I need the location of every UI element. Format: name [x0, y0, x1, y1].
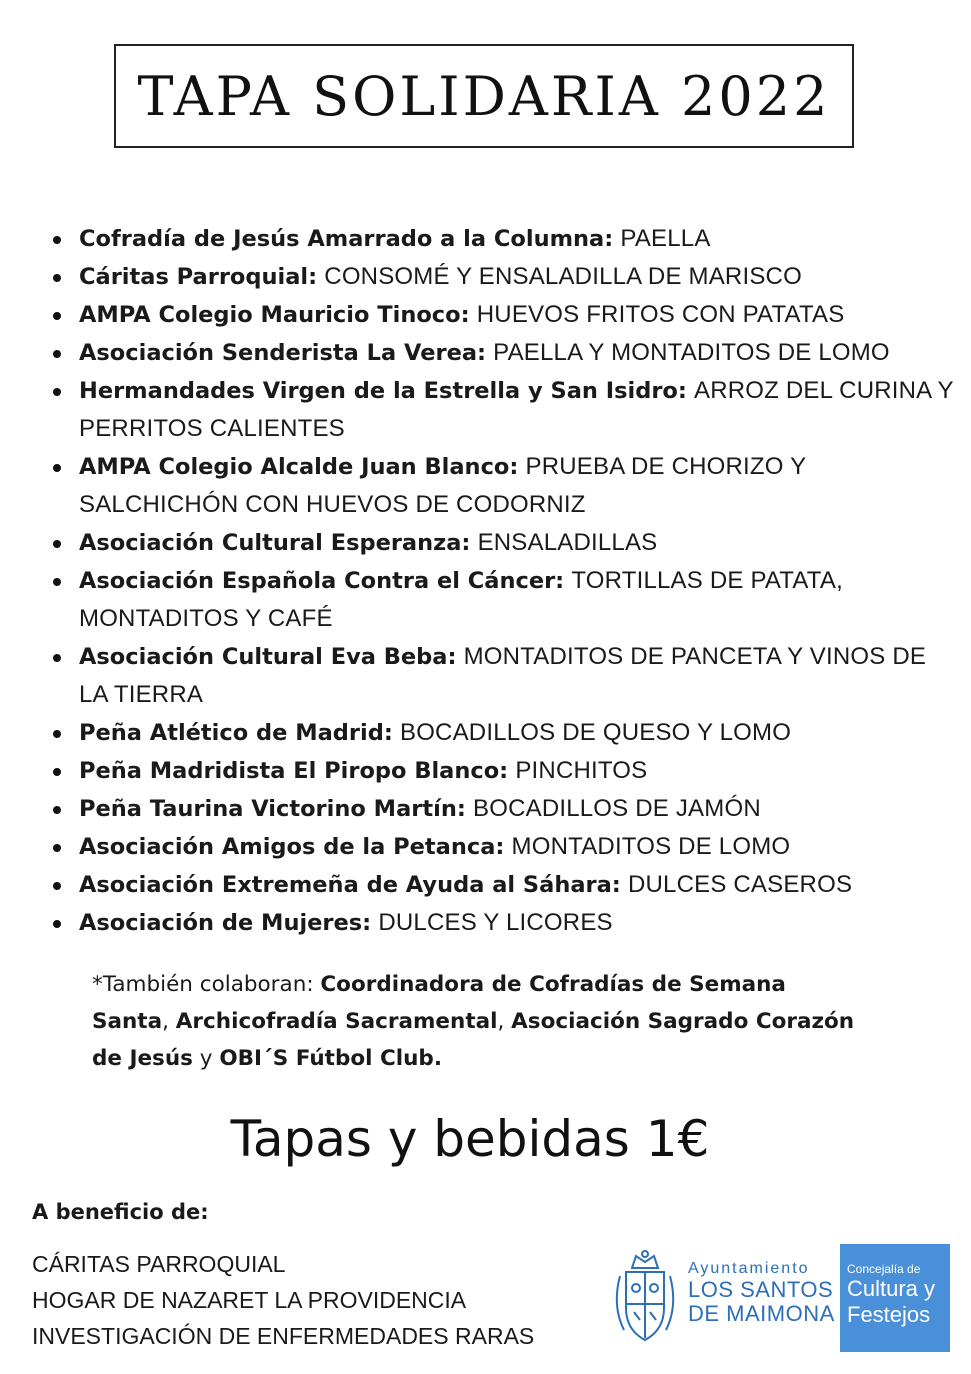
collab-conj: y	[199, 1046, 213, 1071]
item-org: AMPA Colegio Alcalde Juan Blanco:	[79, 454, 519, 480]
item-dish: ARROZ DEL CURINA Y PERRITOS CALIENTES	[79, 377, 954, 442]
ayto-line2: DE MAIMONA	[688, 1301, 835, 1326]
item-org: Asociación Cultural Esperanza:	[79, 530, 471, 556]
list-item	[52, 638, 957, 714]
list-item	[52, 296, 957, 334]
conc-small: Concejalía de	[847, 1262, 921, 1276]
concejalia-logo	[840, 1244, 950, 1352]
item-dish: DULCES Y LICORES	[378, 909, 613, 936]
title-box	[114, 44, 854, 148]
collab-org: Asociación Sagrado Corazón de Jesús	[92, 1009, 855, 1071]
item-org: Peña Madridista El Piropo Blanco:	[79, 758, 509, 784]
list-item	[52, 866, 957, 904]
item-org: Asociación Extremeña de Ayuda al Sáhara:	[79, 872, 621, 898]
list-item	[52, 790, 957, 828]
item-dish: DULCES CASEROS	[627, 871, 853, 898]
list-item	[52, 372, 957, 448]
list-item	[52, 524, 957, 562]
list-item	[52, 562, 957, 638]
list-item	[52, 752, 957, 790]
item-dish: TORTILLAS DE PATATA, MONTADITOS Y CAFÉ	[79, 567, 843, 632]
item-org: Asociación Senderista La Verea:	[79, 340, 487, 366]
collab-intro: *También colaboran:	[92, 972, 314, 997]
participants-list	[52, 220, 957, 942]
item-dish: PAELLA	[620, 225, 711, 252]
item-org: Hermandades Virgen de la Estrella y San Isidro:	[79, 378, 687, 404]
benefit-item: HOGAR DE NAZARET LA PROVIDENCIA	[32, 1287, 467, 1313]
item-dish: PAELLA Y MONTADITOS DE LOMO	[493, 339, 890, 366]
item-dish: CONSOMÉ Y ENSALADILLA DE MARISCO	[324, 263, 802, 290]
ayuntamiento-logo	[688, 1260, 835, 1326]
collab-org: Archicofradía Sacramental	[175, 1009, 498, 1034]
list-item	[52, 258, 957, 296]
item-dish: PRUEBA DE CHORIZO Y SALCHICHÓN CON HUEVOS DE CODORNIZ	[79, 453, 806, 518]
item-dish: BOCADILLOS DE JAMÓN	[473, 795, 761, 822]
conc-line1: Cultura y	[847, 1276, 936, 1301]
item-org: Peña Atlético de Madrid:	[79, 720, 393, 746]
item-org: Asociación Española Contra el Cáncer:	[79, 568, 565, 594]
collab-org: OBI´S Fútbol Club.	[219, 1046, 442, 1071]
item-dish: ENSALADILLAS	[477, 529, 658, 556]
item-dish: BOCADILLOS DE QUESO Y LOMO	[399, 719, 792, 746]
item-org: Asociación Cultural Eva Beba:	[79, 644, 457, 670]
list-item	[52, 714, 957, 752]
item-dish: MONTADITOS DE LOMO	[511, 833, 791, 860]
item-org: Asociación Amigos de la Petanca:	[79, 834, 505, 860]
benefit-list	[32, 1246, 534, 1354]
item-dish: MONTADITOS DE PANCETA Y VINOS DE LA TIERRA	[79, 643, 927, 708]
item-org: Cáritas Parroquial:	[79, 264, 318, 290]
item-dish: PINCHITOS	[515, 757, 648, 784]
benefit-label: A beneficio de:	[32, 1200, 209, 1224]
item-org: Cofradía de Jesús Amarrado a la Columna:	[79, 226, 614, 252]
collab-sep: ,	[162, 1009, 169, 1034]
sponsor-logos	[610, 1244, 955, 1354]
page-title: TAPA SOLIDARIA 2022	[137, 64, 831, 128]
collab-org: Coordinadora de Cofradías de Semana Santa	[92, 972, 786, 1034]
list-item	[52, 220, 957, 258]
price-line: Tapas y bebidas 1€	[230, 1110, 710, 1168]
benefit-item: INVESTIGACIÓN DE ENFERMEDADES RARAS	[32, 1323, 535, 1349]
list-item	[52, 448, 957, 524]
list-item	[52, 828, 957, 866]
item-org: Peña Taurina Victorino Martín:	[79, 796, 466, 822]
collaborators-note	[92, 966, 862, 1077]
list-item	[52, 904, 957, 942]
conc-line2: Festejos	[847, 1302, 931, 1327]
benefit-item: CÁRITAS PARROQUIAL	[32, 1251, 286, 1277]
list-item	[52, 334, 957, 372]
coat-of-arms-icon	[610, 1246, 680, 1350]
item-dish: HUEVOS FRITOS CON PATATAS	[476, 301, 845, 328]
collab-sep: ,	[497, 1009, 505, 1034]
ayto-small: Ayuntamiento	[688, 1260, 810, 1277]
ayto-line1: LOS SANTOS	[688, 1277, 834, 1302]
item-org: Asociación de Mujeres:	[79, 910, 372, 936]
item-org: AMPA Colegio Mauricio Tinoco:	[79, 302, 470, 328]
